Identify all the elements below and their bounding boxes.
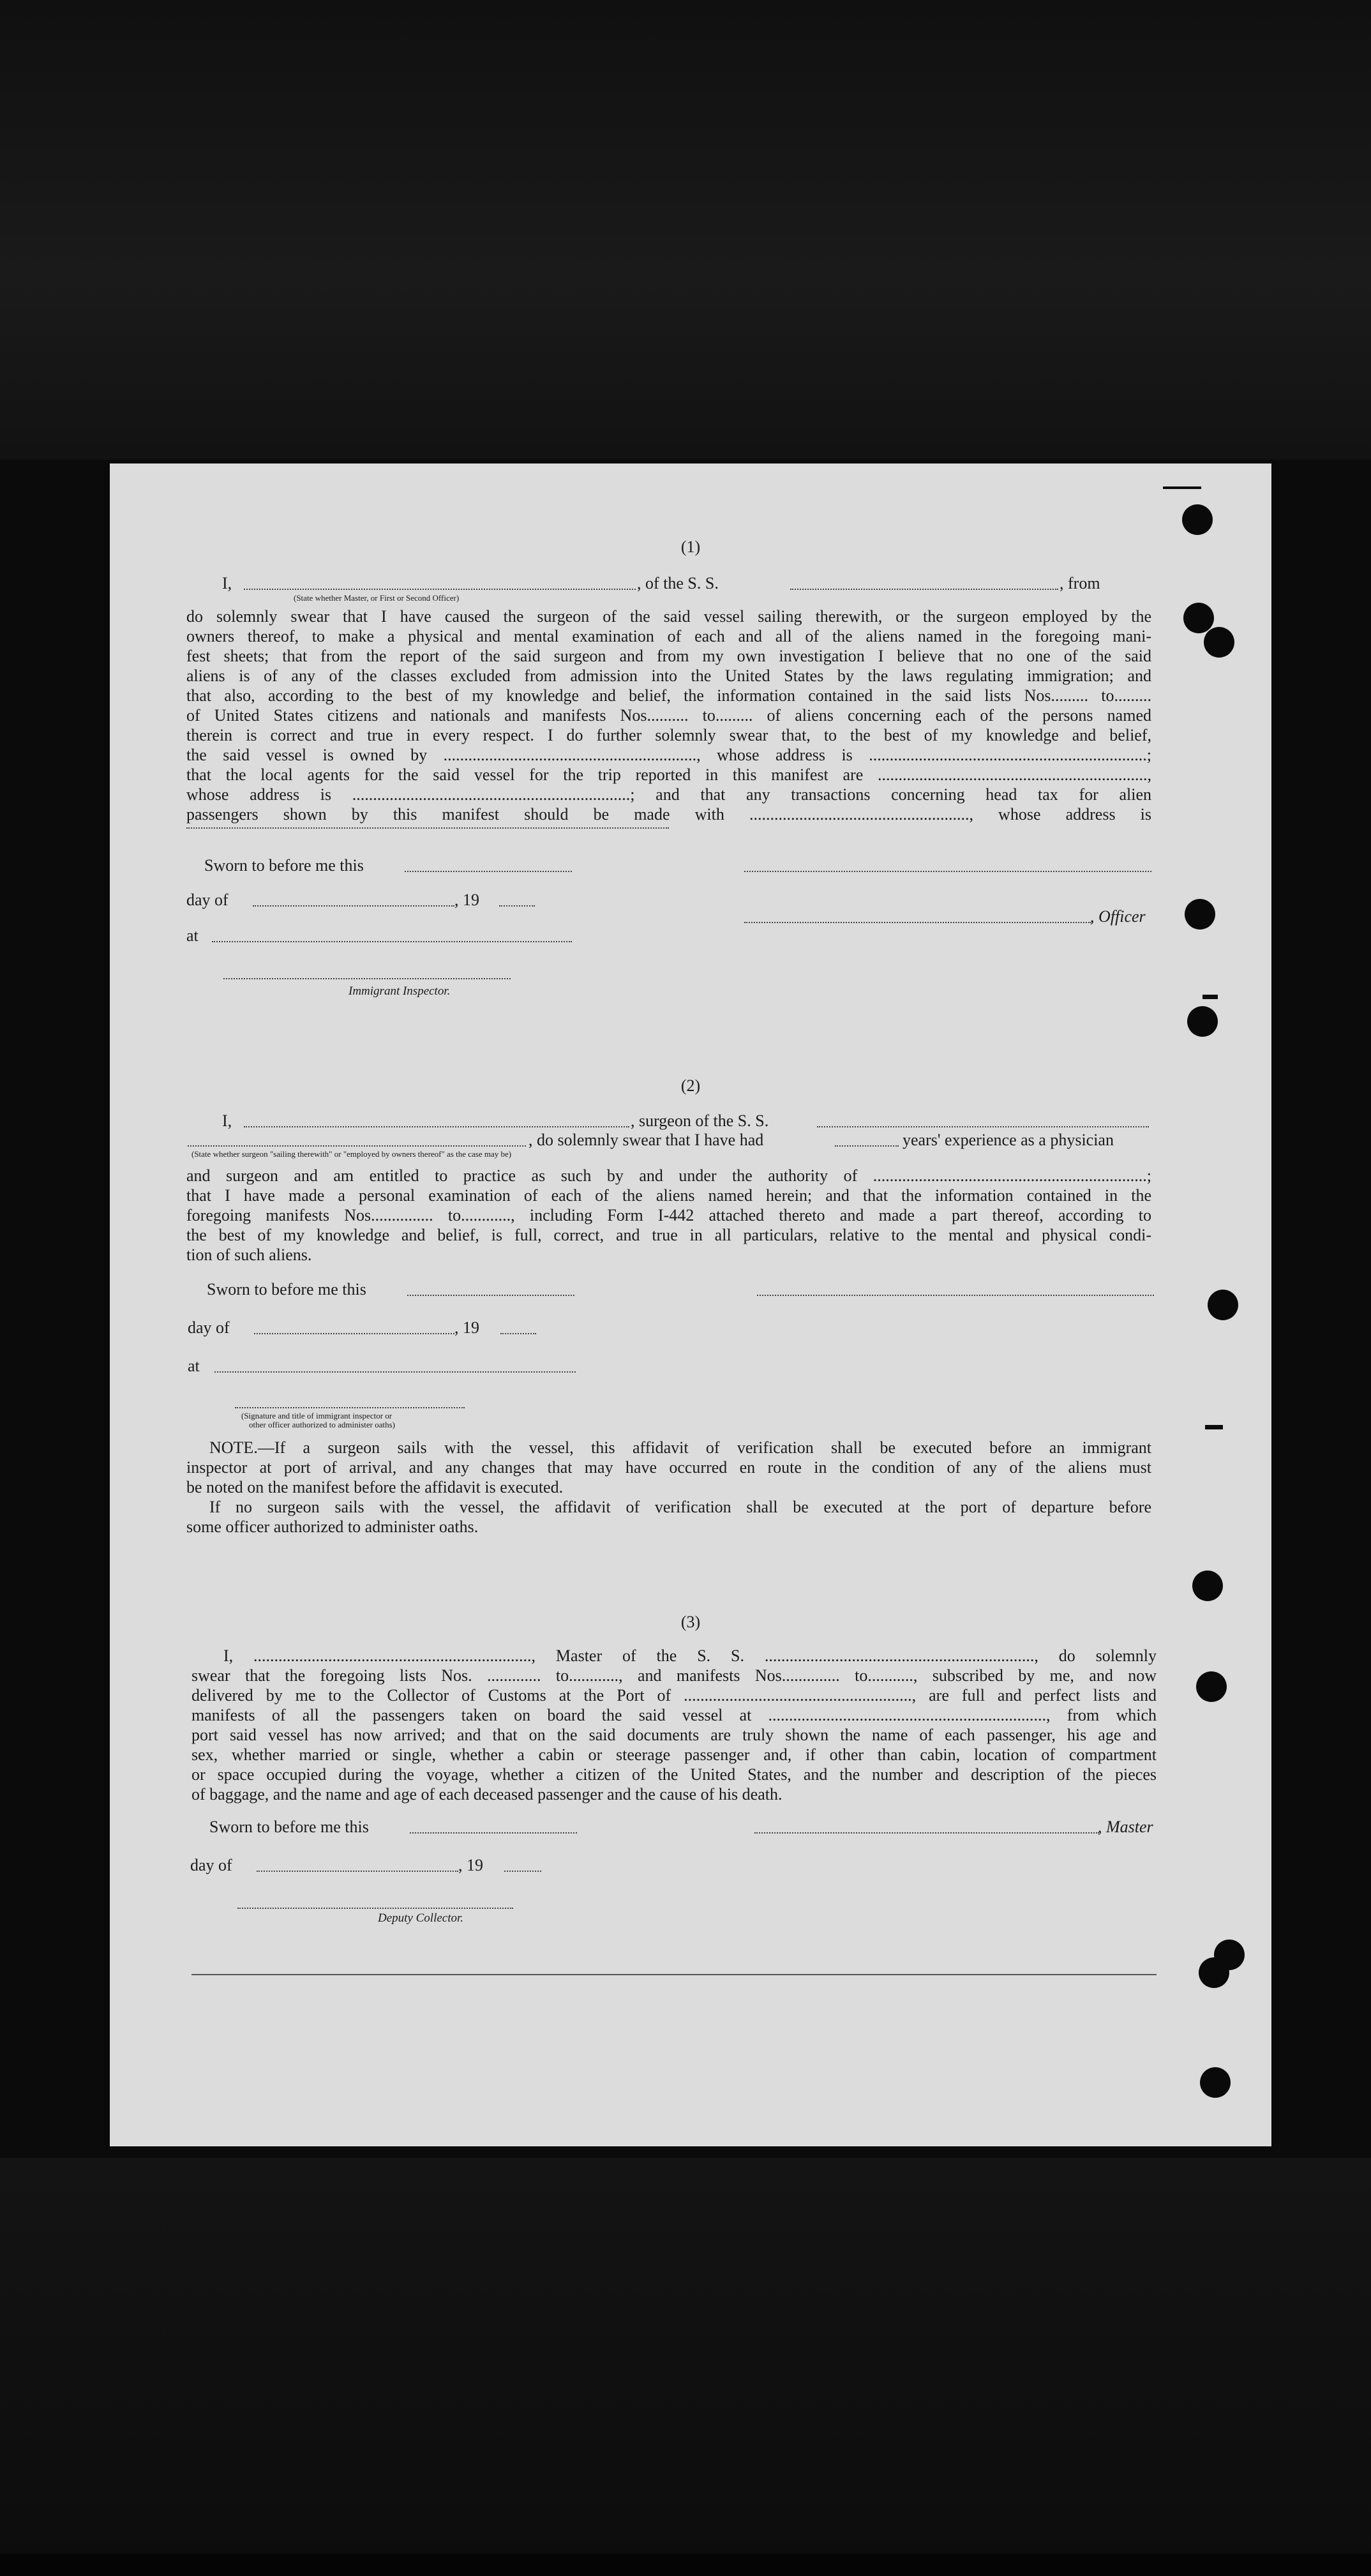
inspector-label: Immigrant Inspector. <box>348 984 451 998</box>
year-label: , 19 <box>454 891 479 909</box>
sworn-date-field[interactable] <box>407 1295 574 1296</box>
para3-line: or space occupied during the voyage, whether a citizen of the United States, and the number and description of the pieces <box>191 1765 1157 1784</box>
punch-hole <box>1192 1570 1223 1601</box>
sig-hint-1: (Signature and title of immigrant inspector or <box>241 1411 393 1420</box>
section-2-paragraph <box>186 1166 1151 1265</box>
sworn-label: Sworn to before me this <box>204 856 364 875</box>
punch-hole <box>1199 1957 1229 1988</box>
para3-last-line: of baggage, and the name and age of each deceased passenger and the cause of his death. <box>191 1785 783 1804</box>
section-2-number: (2) <box>680 1076 701 1095</box>
year-field[interactable] <box>504 1871 541 1872</box>
para1-line: whose address is ...................................................................; and that any transactions concerning head tax for alien <box>186 785 1151 804</box>
officer-title-field[interactable] <box>744 922 1091 923</box>
master-name-field[interactable] <box>244 589 636 590</box>
surgeon-name-field[interactable] <box>244 1126 629 1127</box>
para1-line: owners thereof, to make a physical and mental examination of each and all of the aliens named in the foregoing mani- <box>186 627 1151 645</box>
punch-hole <box>1200 2067 1231 2098</box>
para3-line: sex, whether married or single, whether a cabin or steerage passenger and, if other than cabin, location of compartment <box>191 1745 1157 1764</box>
day-field[interactable] <box>257 1871 458 1872</box>
para2-line: that I have made a personal examination of each of the aliens named herein; and that the information contained in the <box>186 1186 1151 1205</box>
edge-mark <box>1205 1425 1223 1429</box>
para3-line: swear that the foregoing lists Nos. ............. to............, and manifests Nos.............. to..........., subscribed by me, and now <box>191 1666 1157 1685</box>
para1-line: fest sheets; that from the report of the said surgeon and from my own investigation I believe that no one of the said <box>186 647 1151 665</box>
inspector-signature-field[interactable] <box>235 1407 465 1408</box>
note-line: be noted on the manifest before the affidavit is executed. <box>186 1478 564 1496</box>
years-field[interactable] <box>835 1145 899 1147</box>
para1-line: of United States citizens and nationals and manifests Nos.......... to......... of aliens concerning each of the persons named <box>186 706 1151 725</box>
punch-hole <box>1182 504 1213 535</box>
year-label: , 19 <box>454 1318 479 1337</box>
section-1-paragraph <box>186 606 1151 824</box>
collector-label: Deputy Collector. <box>378 1911 464 1925</box>
vessel-name-field[interactable] <box>790 589 1058 590</box>
section-1-i-label: I, <box>222 574 232 592</box>
surgeon-signature-field[interactable] <box>757 1295 1154 1296</box>
note2-line: some officer authorized to administer oaths. <box>186 1518 479 1536</box>
section-2-note <box>186 1438 1151 1537</box>
note-line: inspector at port of arrival, and any changes that may have occurred en route in the condition of any of the aliens must <box>186 1458 1151 1477</box>
day-label: day of <box>188 1318 230 1337</box>
at-label: at <box>186 926 199 945</box>
punch-hole <box>1187 1006 1218 1037</box>
year-field[interactable] <box>499 905 535 907</box>
master-label: , Master <box>1098 1818 1153 1836</box>
para2-line: foregoing manifests Nos............... to............, including Form I-442 attached thereto and made a part thereof, according to <box>186 1206 1151 1224</box>
edge-mark <box>1163 486 1201 489</box>
master-hint: (State whether Master, or First or Second Officer) <box>294 593 460 603</box>
punch-hole <box>1196 1671 1227 1702</box>
punch-hole <box>1204 627 1234 658</box>
punch-hole <box>1185 899 1215 930</box>
day-field[interactable] <box>254 1333 454 1334</box>
punch-hole <box>1183 603 1214 633</box>
year-field[interactable] <box>500 1333 536 1334</box>
surgeon-status-field[interactable] <box>188 1145 526 1147</box>
section-1-number: (1) <box>680 538 701 556</box>
para1-line: do solemnly swear that I have caused the surgeon of the said vessel sailing therewith, or the surgeon employed by the <box>186 607 1151 626</box>
para2-line: the best of my knowledge and belief, is full, correct, and true in all particulars, relative to the mental and physical condi- <box>186 1226 1151 1244</box>
address-field[interactable] <box>186 827 669 829</box>
at-field[interactable] <box>214 1371 576 1373</box>
edge-mark <box>1202 995 1218 999</box>
year-label: , 19 <box>458 1856 483 1874</box>
at-field[interactable] <box>212 941 572 942</box>
para1-line: therein is correct and true in every respect. I do further solemnly swear that, to the best of my knowledge and belief, <box>186 726 1151 744</box>
surgeon-hint: (State whether surgeon "sailing therewith" or "employed by owners thereof" as the case may be) <box>191 1149 512 1159</box>
sworn-date-field[interactable] <box>405 871 572 872</box>
sig-hint-2: other officer authorized to administer oaths) <box>249 1420 395 1429</box>
sworn-label: Sworn to before me this <box>207 1280 366 1299</box>
note2-line: If no surgeon sails with the vessel, the affidavit of verification shall be executed at the port of departure before <box>209 1498 1151 1516</box>
para2-line: and surgeon and am entitled to practice as such by and under the authority of ..................................................................; <box>186 1166 1151 1185</box>
para3-line: manifests of all the passengers taken on board the said vessel at ..................................................................., from which <box>191 1706 1157 1724</box>
para1-line: aliens is of any of the classes excluded from admission into the United States by the laws regulating immigration; and <box>186 667 1151 685</box>
inspector-signature-field[interactable] <box>223 978 511 979</box>
para3-line: delivered by me to the Collector of Customs at the Port of ......................................................., are full and perfect lists and <box>191 1686 1157 1705</box>
officer-signature-field[interactable] <box>744 871 1151 872</box>
bottom-divider <box>191 1974 1157 1975</box>
para3-line: port said vessel has now arrived; and that on the said documents are truly shown the name of each passenger, his age and <box>191 1726 1157 1744</box>
surgeon-of-label: , surgeon of the S. S. <box>631 1111 769 1130</box>
note-line: NOTE.—If a surgeon sails with the vessel, this affidavit of verification shall be executed before an immigrant <box>209 1438 1151 1457</box>
collector-signature-field[interactable] <box>237 1908 513 1909</box>
film-border-top <box>0 0 1371 460</box>
surgeon-vessel-field[interactable] <box>817 1126 1149 1127</box>
at-label: at <box>188 1357 200 1375</box>
master-signature-field[interactable] <box>754 1832 1099 1834</box>
para1-line: that the local agents for the said vessel for the trip reported in this manifest are ................................................................., <box>186 765 1151 784</box>
sworn-date-field[interactable] <box>410 1832 577 1834</box>
para3-line: I, ..................................................................., Master of the S. S. ................................................................., do solemnly <box>223 1646 1157 1665</box>
para1-line: that also, according to the best of my knowledge and belief, the information contained in the said lists Nos......... to......... <box>186 686 1151 705</box>
film-border-bottom <box>0 2158 1371 2576</box>
swear-label: , do solemnly swear that I have had <box>528 1131 764 1149</box>
experience-label: years' experience as a physician <box>903 1131 1114 1149</box>
day-field[interactable] <box>253 905 454 907</box>
section-2-i-label: I, <box>222 1111 232 1130</box>
sworn-label: Sworn to before me this <box>209 1818 369 1836</box>
para2-last-line: tion of such aliens. <box>186 1246 312 1264</box>
section-3-number: (3) <box>680 1613 701 1631</box>
section-3-paragraph <box>191 1646 1157 1804</box>
manifest-affidavit-page <box>110 463 1271 2146</box>
film-edge-strip <box>0 2554 1371 2576</box>
from-label: , from <box>1060 574 1100 592</box>
para1-line: passengers shown by this manifest should be made with ....................................................., whose address is <box>186 805 1151 824</box>
day-label: day of <box>186 891 228 909</box>
day-label: day of <box>190 1856 232 1874</box>
punch-hole <box>1208 1290 1238 1320</box>
para1-line: the said vessel is owned by ............................................................., whose address is ...................................................................; <box>186 746 1151 764</box>
officer-label: , Officer <box>1090 907 1146 926</box>
vessel-label: , of the S. S. <box>637 574 719 592</box>
